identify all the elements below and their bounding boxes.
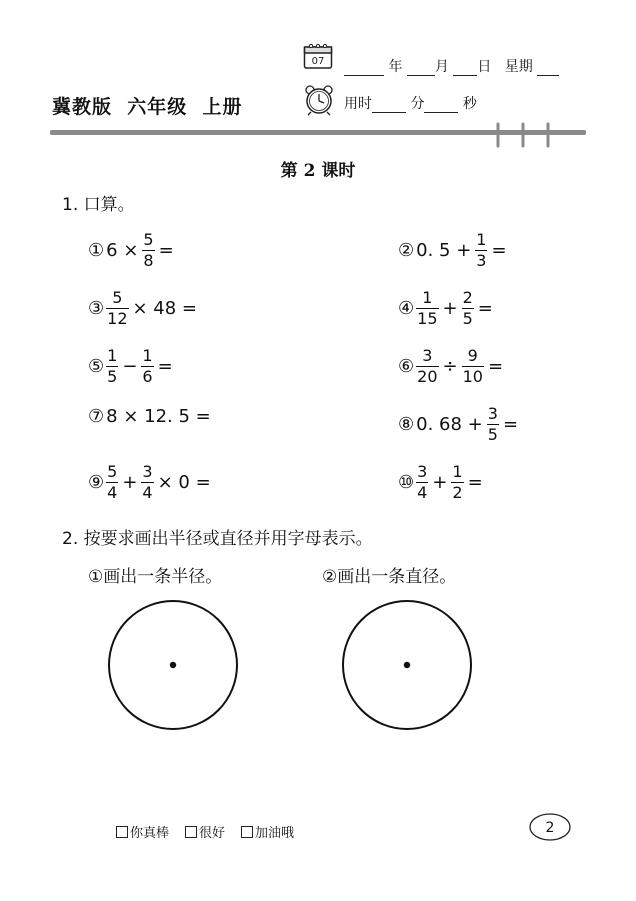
eval-option-good[interactable] [185,822,225,841]
checkbox[interactable] [241,826,253,838]
denominator: 12 [107,309,128,328]
fraction [416,464,428,501]
fraction [416,348,438,385]
seconds-label: 秒 [462,96,477,112]
self-evaluation [116,822,294,841]
question-1-heading: 1. 口算。 [62,195,135,215]
denominator: 4 [417,483,428,502]
item-number: ① [88,240,105,261]
day-label: 日 [477,59,492,75]
denominator: 8 [143,251,154,270]
expression-text: = [467,472,483,493]
numerator: 1 [107,346,118,365]
math-item-9 [88,464,213,501]
expression-text: = [158,240,174,261]
expression-text: = [157,356,173,377]
lesson-title: 第 2 课时 [280,161,356,181]
item-number: ② [398,240,415,261]
fraction [141,348,153,385]
numerator: 5 [107,462,118,481]
numerator: 3 [487,404,498,423]
item-number: ⑧ [398,414,415,435]
fraction [106,464,118,501]
numerator: 5 [112,288,123,307]
expression-text: 8 × 12. 5 = [106,406,211,427]
numerator: 1 [452,462,463,481]
expression-text: + [432,472,448,493]
fraction [142,232,154,269]
fraction [141,464,153,501]
calendar-day: 07 [311,56,325,67]
diameter-circle[interactable] [341,599,473,731]
eval-option-great[interactable] [116,822,169,841]
numerator: 3 [417,462,428,481]
year-label: 年 [388,59,403,75]
eval-label: 你真棒 [130,826,170,841]
math-item-10 [398,464,485,501]
denominator: 4 [142,483,153,502]
day-blank[interactable] [453,61,477,76]
math-item-6 [398,348,505,385]
page-number-badge [528,812,572,842]
expression-text: − [122,356,138,377]
fraction [106,290,128,327]
fraction [487,406,499,443]
fraction [475,232,487,269]
time-used-label: 用时 [344,96,372,112]
fraction [106,348,118,385]
denominator: 20 [417,367,438,386]
denominator: 4 [107,483,118,502]
expression-text: = [477,298,493,319]
item-number: ③ [88,298,105,319]
denominator: 2 [452,483,463,502]
minutes-label: 分 [410,96,425,112]
denominator: 10 [462,367,483,386]
calendar-icon [303,42,333,70]
question-2-heading: 2. 按要求画出半径或直径并用字母表示。 [62,529,373,549]
item-number: ⑤ [88,356,105,377]
expression-text: ÷ [442,356,458,377]
weekday-label: 星期 [504,59,533,75]
checkbox[interactable] [185,826,197,838]
expression-text: + [122,472,138,493]
expression-text: + [442,298,458,319]
fraction [462,348,484,385]
center-point [404,662,410,668]
expression-text: × 48 = [132,298,198,319]
math-item-3 [88,290,199,327]
denominator: 3 [476,251,487,270]
fraction [416,290,438,327]
alarm-clock-icon [301,84,337,116]
numerator: 1 [142,346,153,365]
item-number: ④ [398,298,415,319]
numerator: 1 [476,230,487,249]
numerator: 5 [143,230,154,249]
denominator: 6 [142,367,153,386]
month-label: 月 [434,59,449,75]
item-number: ⑨ [88,472,105,493]
denominator: 5 [462,309,473,328]
numerator: 1 [422,288,433,307]
date-fill-line [344,56,559,76]
eval-option-keep-going[interactable] [241,822,294,841]
year-blank[interactable] [344,61,384,76]
weekday-blank[interactable] [537,61,559,76]
expression-text: = [491,240,507,261]
radius-circle[interactable] [107,599,239,731]
denominator: 5 [107,367,118,386]
denominator: 15 [417,309,438,328]
time-fill-line [344,93,477,113]
month-blank[interactable] [407,61,435,76]
expression-text: 0. 5 + [416,240,472,261]
expression-text: × 0 = [157,472,211,493]
item-number: ⑩ [398,472,415,493]
task-diameter-label: ②画出一条直径。 [322,567,457,587]
math-item-5 [88,348,175,385]
denominator: 5 [487,425,498,444]
eval-label: 加油哦 [255,826,295,841]
expression-text: 0. 68 + [416,414,483,435]
numerator: 3 [422,346,433,365]
expression-text: = [502,414,519,435]
binder-rings-icon [490,122,560,148]
expression-text: = [487,356,504,377]
checkbox[interactable] [116,826,128,838]
numerator: 2 [462,288,473,307]
minutes-blank[interactable] [372,98,406,113]
expression-text: 6 × [106,240,139,261]
page-number: 2 [545,820,555,836]
eval-label: 很好 [199,826,226,841]
item-number: ⑦ [88,406,105,427]
math-item-2 [398,232,509,269]
math-item-1 [88,232,176,269]
item-number: ⑥ [398,356,415,377]
fraction [451,464,463,501]
math-item-4 [398,290,495,327]
numerator: 9 [467,346,478,365]
fraction [462,290,474,327]
center-point [170,662,176,668]
math-item-8 [398,406,520,443]
math-item-7 [88,406,213,427]
task-radius-label: ①画出一条半径。 [88,567,223,587]
book-title: 冀教版 六年级 上册 [52,96,243,118]
numerator: 3 [142,462,153,481]
seconds-blank[interactable] [424,98,458,113]
